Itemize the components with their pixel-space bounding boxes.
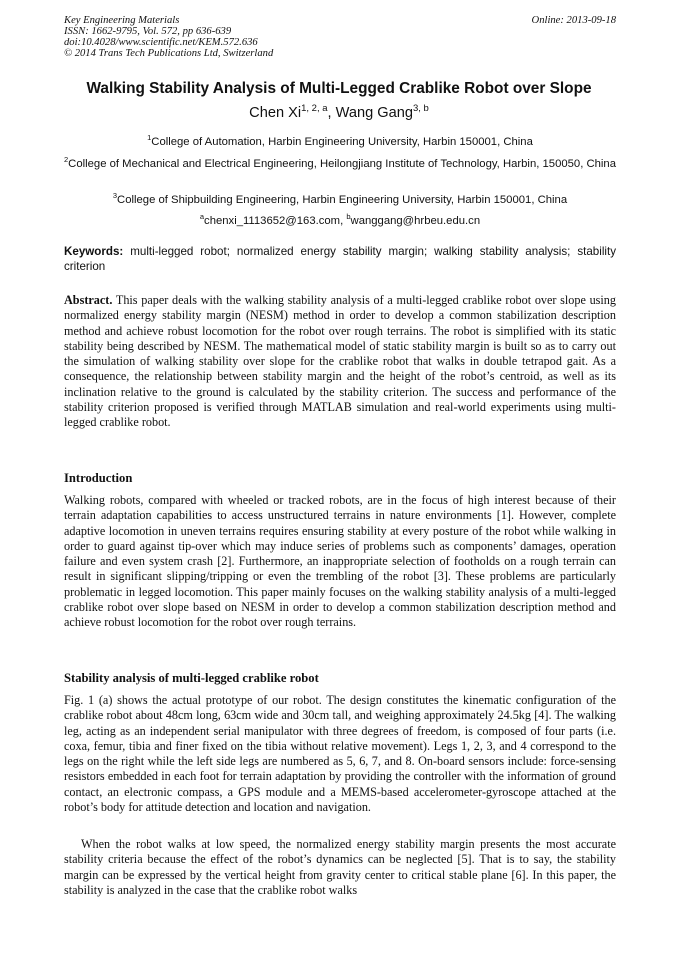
affiliation-3 [64,188,616,208]
affiliation-text: College of Automation, Harbin Engineering University, Harbin 150001, China [151,135,533,148]
introduction-heading: Introduction [64,471,133,485]
affiliation-marker: 2 [64,155,69,164]
author-affiliation-marker: 1, 2, a [301,103,328,114]
online-date: Online: 2013-09-18 [531,15,616,26]
keywords [64,245,616,274]
affiliation-2 [64,152,616,172]
author-name: Wang Gang [335,104,413,121]
abstract [64,293,616,431]
author-separator: , [327,104,336,121]
paper-title: Walking Stability Analysis of Multi-Legged Crablike Robot over Slope [86,80,592,97]
keywords-text: multi-legged robot; normalized energy stability margin; walking stability analysis; stability criterion [64,245,616,273]
abstract-text: This paper deals with the walking stability analysis of a multi-legged crablike robot over slope using normalized energy stability margin (NESM) method in order to develop a common stabilization description method and achieve robust locomotion for the robot over rough terrains. The robot is simplified with its static stability being described by NESM. The mathematical model of static stability margin is built so as to carry out the simulation of walking stability over slope for the crablike robot that walks in double tetrapod gait. As a consequence, the relationship between stability margin and the height of the robot’s centroid, as well as its inclination relative to the ground is calculated by the stability criterion. The success and performance of the stability criterion proposed is verified through MATLAB simulation and real-world experiments using multi-legged crablike robot. [64,293,616,430]
stability-paragraph-1: Fig. 1 (a) shows the actual prototype of our robot. The design constitutes the kinematic configuration of the crablike robot about 48cm long, 63cm wide and 30cm tall, and weighing approximately 24.5kg [4]. The walking leg, acting as an independent serial manipulator with three degrees of freedom, is composed of four parts (i.e. coxa, femur, tibia and finer fixed on the tibia without relative movement). Legs 1, 2, 3, and 4 correspond to the legs on the right while the left side legs are numbered as 5, 6, 7, and 8. On-board sensors include: force-sensing resistors embedded in each foot for terrain adaptation by providing the controller with the information of ground contact, an electronic compass, a GPS module and a MEMS-based accelerometer-gyroscope attached at the robot’s body for attitude detection and location and navigation. [64,693,616,815]
stability-heading: Stability analysis of multi-legged crablike robot [64,671,319,685]
author-name: Chen Xi [249,104,302,121]
introduction-text: Walking robots, compared with wheeled or tracked robots, are in the focus of high interest because of their terrain adaptation capabilities to access unstructured terrains in nature environments [1]. However, complete adaptive locomotion in uneven terrains requires ensuring stability at every posture of the robot while walking in order to guard against tip-over which may induce series of problems such as components’ damages, operation failure and even system crash [2]. Furthermore, an inappropriate selection of footholds on a rough terrain can result in significant slipping/tripping or even the trembling of the robot [3]. These problems are particularly problematic in legged locomotion. This paper mainly focuses on the walking stability analysis of a multi-legged crablike robot over slope based on NESM in order to develop a common stabilization description method and achieve robust locomotion for the robot over rough terrains. [64,493,616,630]
email-address: chenxi_1113652@163.com, [204,214,347,227]
journal-header [64,15,616,59]
author-line [40,103,638,121]
affiliation-1 [64,130,616,150]
affiliation-marker: 3 [112,191,118,200]
email-marker: a [199,212,205,221]
affiliation-text: College of Mechanical and Electrical Engineering, Heilongjiang Institute of Technology, Harbin, 150050, China [68,157,616,170]
email-line [64,209,616,229]
doi-line: doi:10.4028/www.scientific.net/KEM.572.636 [64,37,258,48]
email-marker: b [346,212,351,221]
copyright-line: © 2014 Trans Tech Publications Ltd, Switzerland [64,48,274,59]
author-affiliation-marker: 3, b [412,103,429,114]
keywords-label: Keywords: [64,245,124,258]
abstract-label: Abstract. [64,293,113,307]
affiliation-text: College of Shipbuilding Engineering, Harbin Engineering University, Harbin 150001, China [117,193,568,206]
issn-line: ISSN: 1662-9795, Vol. 572, pp 636-639 [64,26,232,37]
journal-name: Key Engineering Materials [64,15,180,26]
email-address: wanggang@hrbeu.edu.cn [350,214,481,227]
affiliation-marker: 1 [147,133,152,142]
stability-paragraph-2: When the robot walks at low speed, the normalized energy stability margin presents the most accurate stability criteria because the effect of the robot’s dynamics can be neglected [5]. That is to say, the stability margin can be expressed by the vertical height from gravity center to critical stable plane [6]. In this paper, the stability is analyzed in the case that the crablike robot walks [64,837,616,897]
